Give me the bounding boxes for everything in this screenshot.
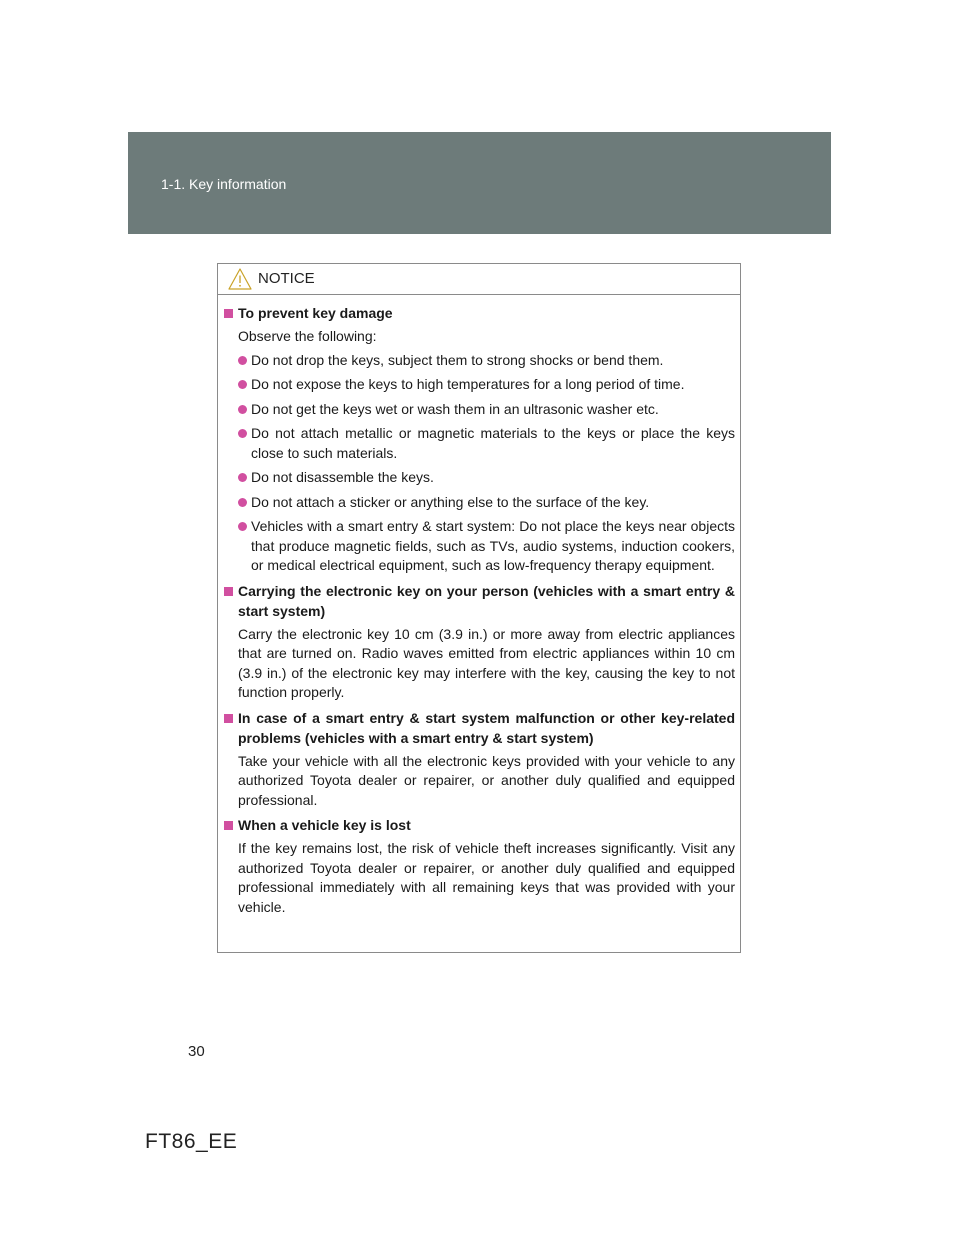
notice-label: NOTICE	[258, 270, 315, 287]
list-item: Vehicles with a smart entry & start system: Do not place the keys near objects that produce magnetic fields, such as TVs, audio systems, induction cookers, or medical electrical equipment, such as low-frequency therapy equipment.	[238, 517, 735, 576]
topic-key-lost	[218, 815, 740, 917]
round-bullet-icon	[238, 429, 247, 438]
header-band	[128, 132, 831, 234]
page-number: 30	[188, 1043, 205, 1060]
topic-text: Take your vehicle with all the electronic keys provided with your vehicle to any authorized Toyota dealer or repairer, or another duly qualified and equipped professional.	[238, 752, 735, 808]
round-bullet-icon	[238, 356, 247, 365]
square-bullet-icon	[224, 309, 233, 318]
list-item: Do not get the keys wet or wash them in an ultrasonic washer etc.	[238, 400, 735, 420]
notice-body	[218, 303, 740, 917]
document-code: FT86_EE	[145, 1130, 238, 1153]
topic-carrying-key	[218, 581, 740, 703]
square-bullet-icon	[224, 587, 233, 596]
topic-malfunction	[218, 708, 740, 811]
list-item: Do not attach metallic or magnetic materials to the keys or place the keys close to such materials.	[238, 424, 735, 463]
square-bullet-icon	[224, 821, 233, 830]
list-item: Do not disassemble the keys.	[238, 468, 735, 488]
section-title: 1-1. Key information	[161, 176, 287, 192]
list-item: Do not expose the keys to high temperatures for a long period of time.	[238, 375, 735, 395]
topic-text: Carry the electronic key 10 cm (3.9 in.) or more away from electric appliances that are turned on. Radio waves emitted from electric appliances within 10 cm (3.9 in.) of the electronic key may interfere with the key, causing the key to not function properly.	[238, 625, 735, 700]
list-item: Do not attach a sticker or anything else to the surface of the key.	[238, 493, 735, 513]
warning-triangle-icon	[227, 267, 253, 291]
square-bullet-icon	[224, 714, 233, 723]
round-bullet-icon	[238, 405, 247, 414]
round-bullet-icon	[238, 473, 247, 482]
notice-box	[217, 263, 741, 953]
topic-title: In case of a smart entry & start system malfunction or other key-related problems (vehicles with a smart entry & start system)	[238, 709, 735, 746]
round-bullet-icon	[238, 498, 247, 507]
topic-intro: Observe the following:	[238, 328, 377, 344]
notice-header	[218, 264, 740, 295]
topic-key-damage	[218, 303, 740, 576]
topic-text: If the key remains lost, the risk of vehicle theft increases significantly. Visit any authorized Toyota dealer or repairer, or another duly qualified and equipped professional immediately with all remaining keys that was provided with your vehicle.	[238, 840, 735, 915]
round-bullet-icon	[238, 380, 247, 389]
topic-title: When a vehicle key is lost	[238, 817, 411, 833]
topic-title: To prevent key damage	[238, 305, 393, 321]
topic-title: Carrying the electronic key on your person (vehicles with a smart entry & start system)	[238, 582, 735, 619]
round-bullet-icon	[238, 522, 247, 531]
list-item: Do not drop the keys, subject them to strong shocks or bend them.	[238, 351, 735, 371]
bullet-list	[238, 351, 735, 576]
